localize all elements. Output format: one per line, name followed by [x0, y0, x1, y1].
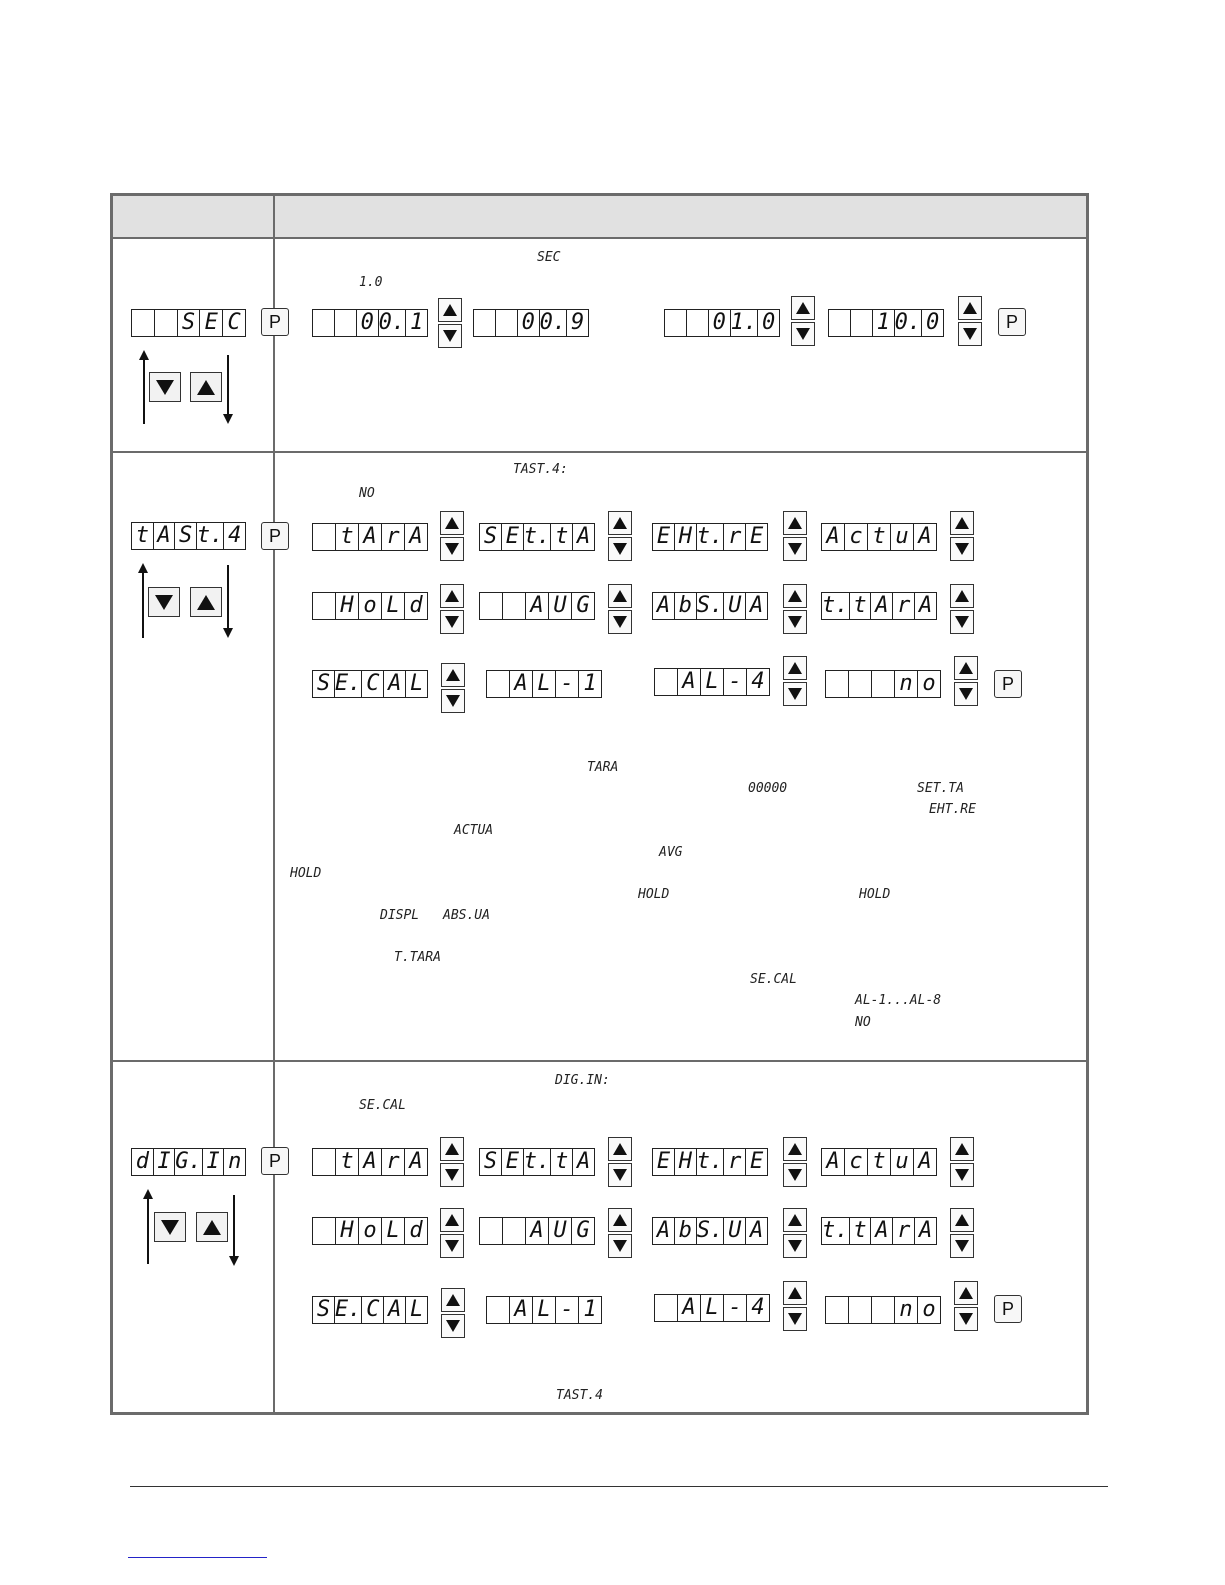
table-header — [113, 196, 1086, 238]
up-down-keys[interactable] — [608, 1208, 632, 1258]
up-arrow-icon[interactable] — [440, 511, 464, 535]
note-hold: HOLD — [638, 887, 670, 902]
option-display-setta: S E t. t A — [479, 523, 595, 551]
down-arrow-icon[interactable] — [438, 324, 462, 348]
up-down-keys[interactable] — [954, 656, 978, 706]
default-value: 1.0 — [359, 275, 383, 290]
up-arrow-icon[interactable] — [608, 1137, 632, 1161]
param-label: DIG.IN: — [555, 1073, 610, 1088]
note-setta: SET.TA — [917, 781, 964, 796]
down-arrow-icon[interactable] — [154, 1212, 186, 1242]
up-down-keys[interactable] — [440, 584, 464, 634]
option-display-setta: S E t. t A — [479, 1148, 595, 1176]
down-arrow-icon[interactable] — [440, 610, 464, 634]
option-display-no: n o — [825, 670, 941, 698]
down-arrow-icon[interactable] — [954, 682, 978, 706]
up-arrow-icon[interactable] — [954, 656, 978, 680]
down-arrow-icon[interactable] — [783, 1234, 807, 1258]
header-divider — [113, 237, 1086, 239]
up-down-keys[interactable] — [440, 1208, 464, 1258]
up-down-keys[interactable] — [783, 656, 807, 706]
up-arrow-icon[interactable] — [608, 1208, 632, 1232]
up-down-keys[interactable] — [783, 1137, 807, 1187]
up-down-keys[interactable] — [791, 296, 815, 346]
up-arrow-icon[interactable] — [783, 584, 807, 608]
option-display-tara: t A r A — [312, 1148, 428, 1176]
option-display-avg: A U G — [479, 1217, 595, 1245]
option-display-absua: A b S. U A — [652, 592, 768, 620]
up-arrow-icon[interactable] — [954, 1281, 978, 1305]
up-down-keys[interactable] — [958, 296, 982, 346]
down-arrow-icon[interactable] — [440, 1234, 464, 1258]
down-arrow-icon[interactable] — [608, 610, 632, 634]
note-ttara: T.TARA — [394, 950, 441, 965]
down-arrow-icon[interactable] — [608, 537, 632, 561]
up-arrow-icon[interactable] — [950, 1208, 974, 1232]
value-display: 0 1. 0 — [664, 309, 780, 337]
up-down-keys[interactable] — [608, 1137, 632, 1187]
up-down-keys[interactable] — [783, 584, 807, 634]
p-key-button[interactable]: P — [261, 1147, 289, 1175]
option-display-extre: E H t. r E — [652, 1148, 768, 1176]
up-arrow-icon[interactable] — [438, 298, 462, 322]
up-down-keys[interactable] — [608, 584, 632, 634]
down-arrow-icon[interactable] — [791, 322, 815, 346]
up-arrow-icon[interactable] — [440, 1208, 464, 1232]
down-arrow-icon[interactable] — [441, 689, 465, 713]
note-avg: AVG — [659, 845, 683, 860]
option-display-extre: E H t. r E — [652, 523, 768, 551]
up-arrow-icon[interactable] — [791, 296, 815, 320]
down-arrow-icon[interactable] — [440, 537, 464, 561]
up-arrow-icon[interactable] — [950, 1137, 974, 1161]
down-arrow-icon[interactable] — [783, 682, 807, 706]
value-display: 0 0. 1 — [312, 309, 428, 337]
down-arrow-icon[interactable] — [783, 1307, 807, 1331]
down-arrow-icon[interactable] — [608, 1234, 632, 1258]
up-arrow-icon[interactable] — [783, 1208, 807, 1232]
up-arrow-icon[interactable] — [440, 584, 464, 608]
option-display-no: n o — [825, 1296, 941, 1324]
note-al-range: AL-1...AL-8 — [855, 993, 942, 1008]
up-down-keys[interactable] — [950, 1208, 974, 1258]
param-label: SEC — [537, 250, 561, 265]
up-arrow-icon[interactable] — [783, 656, 807, 680]
up-down-keys[interactable] — [783, 511, 807, 561]
up-down-keys[interactable] — [783, 1281, 807, 1331]
option-display-avg: A U G — [479, 592, 595, 620]
option-display-hold: H o L d — [312, 1217, 428, 1245]
up-down-keys[interactable] — [954, 1281, 978, 1331]
down-arrow-icon[interactable] — [148, 587, 180, 617]
down-arrow-icon[interactable] — [783, 610, 807, 634]
option-display-al4: A L - 4 — [654, 668, 770, 696]
value-display: 0 0. 9 — [473, 309, 589, 337]
down-arrow-icon[interactable] — [783, 537, 807, 561]
up-arrow-icon[interactable] — [441, 1288, 465, 1312]
down-arrow-icon[interactable] — [783, 1163, 807, 1187]
menu-display-tast4: t A S t. 4 — [131, 522, 246, 550]
down-arrow-icon[interactable] — [441, 1314, 465, 1338]
down-arrow-icon[interactable] — [958, 322, 982, 346]
row-divider — [113, 451, 1086, 453]
note-tara: TARA — [587, 760, 619, 775]
up-down-keys[interactable] — [441, 663, 465, 713]
up-arrow-icon[interactable] — [196, 1212, 228, 1242]
note-secal: SE.CAL — [750, 972, 797, 987]
footer-rule — [130, 1486, 1108, 1487]
menu-display-digin: d I G. I n — [131, 1148, 246, 1176]
note-ehtre: EHT.RE — [929, 802, 976, 817]
p-key-button[interactable]: P — [994, 670, 1022, 698]
option-display-absua: A b S. U A — [652, 1217, 768, 1245]
note-absua: ABS.UA — [443, 908, 490, 923]
footer-link-underline[interactable] — [128, 1557, 267, 1558]
up-down-keys[interactable] — [438, 298, 462, 348]
row-divider — [113, 1060, 1086, 1062]
up-down-keys[interactable] — [783, 1208, 807, 1258]
down-arrow-icon[interactable] — [950, 1163, 974, 1187]
up-down-keys[interactable] — [440, 1137, 464, 1187]
up-down-keys[interactable] — [950, 1137, 974, 1187]
up-down-keys[interactable] — [440, 511, 464, 561]
up-arrow-icon[interactable] — [950, 584, 974, 608]
up-arrow-icon[interactable] — [608, 584, 632, 608]
up-down-keys[interactable] — [950, 584, 974, 634]
down-arrow-icon[interactable] — [950, 1234, 974, 1258]
option-display-al1: A L - 1 — [486, 670, 602, 698]
column-divider — [273, 196, 275, 1412]
note-zeros: 00000 — [748, 781, 788, 796]
note-hold: HOLD — [859, 887, 891, 902]
up-arrow-icon[interactable] — [608, 511, 632, 535]
default-value: NO — [359, 486, 375, 501]
up-arrow-icon[interactable] — [783, 511, 807, 535]
down-arrow-icon[interactable] — [608, 1163, 632, 1187]
value-display: 1 0. 0 — [828, 309, 944, 337]
up-arrow-icon[interactable] — [783, 1137, 807, 1161]
p-key-button[interactable]: P — [261, 522, 289, 550]
default-value: SE.CAL — [359, 1098, 406, 1113]
menu-display-sec: S E C — [131, 309, 246, 337]
p-key-button[interactable]: P — [261, 308, 289, 336]
option-display-actua: A c t u A — [821, 523, 937, 551]
p-key-button[interactable]: P — [998, 308, 1026, 336]
down-arrow-icon[interactable] — [149, 372, 181, 402]
option-display-tara: t A r A — [312, 523, 428, 551]
up-arrow-icon[interactable] — [190, 587, 222, 617]
up-down-keys[interactable] — [950, 511, 974, 561]
up-arrow-icon[interactable] — [958, 296, 982, 320]
up-arrow-icon[interactable] — [441, 663, 465, 687]
option-display-secal: S E. C A L — [312, 1296, 428, 1324]
option-display-ttara: t. t A r A — [821, 1217, 937, 1245]
option-display-hold: H o L d — [312, 592, 428, 620]
note-tast4: TAST.4 — [556, 1388, 603, 1403]
note-displ: DISPL — [380, 908, 420, 923]
down-arrow-icon[interactable] — [440, 1163, 464, 1187]
option-display-ttara: t. t A r A — [821, 592, 937, 620]
note-no: NO — [855, 1015, 871, 1030]
down-arrow-icon[interactable] — [950, 537, 974, 561]
up-arrow-icon[interactable] — [950, 511, 974, 535]
option-display-secal: S E. C A L — [312, 670, 428, 698]
p-key-button[interactable]: P — [994, 1295, 1022, 1323]
option-display-al1: A L - 1 — [486, 1296, 602, 1324]
up-arrow-icon[interactable] — [440, 1137, 464, 1161]
param-label: TAST.4: — [513, 462, 568, 477]
up-down-keys[interactable] — [608, 511, 632, 561]
up-down-keys[interactable] — [441, 1288, 465, 1338]
up-arrow-icon[interactable] — [783, 1281, 807, 1305]
down-arrow-icon[interactable] — [950, 610, 974, 634]
option-display-al4: A L - 4 — [654, 1294, 770, 1322]
down-arrow-icon[interactable] — [954, 1307, 978, 1331]
up-arrow-icon[interactable] — [190, 372, 222, 402]
option-display-actua: A c t u A — [821, 1148, 937, 1176]
note-hold: HOLD — [290, 866, 322, 881]
note-actua: ACTUA — [454, 823, 494, 838]
